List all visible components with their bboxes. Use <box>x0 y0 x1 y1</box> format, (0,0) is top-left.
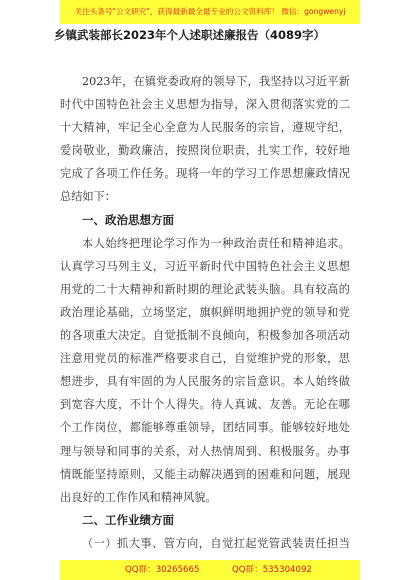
body-line: （一）抓大事、管方向，自觉扛起党管武装责任担当 <box>82 536 350 550</box>
body-line: 想进步，具有牢固的为人民服务的宗旨意识。本人始终做 <box>60 375 350 389</box>
body-line: 个工作岗位，都能够尊重领导，团结同事。能够较好地处 <box>60 421 350 435</box>
body-line: 认真学习马列主义，习近平新时代中国特色社会主义思想 <box>60 259 350 273</box>
qq-group-2: QQ群：535304092 <box>232 565 312 575</box>
section-heading: 一、政治思想方面 <box>82 212 174 227</box>
document-body <box>60 70 350 555</box>
body-line: 出良好的工作作风和精神风貌。 <box>60 490 217 504</box>
top-banner: 关注头条号"公文研究"，获得最新最全最专业的公文资料库！ 微信：gongwenyj <box>60 0 360 24</box>
body-line: 政治理论基础，立场坚定，旗帜鲜明地拥护党的领导和党 <box>60 305 350 319</box>
body-line: 用党的二十大精神和新时期的理论武装头脑。具有较高的 <box>60 282 350 296</box>
body-line: 总结如下： <box>60 190 116 204</box>
body-line: 到宽容大度，不计个人得失。待人真诚、友善。无论在哪 <box>60 398 350 412</box>
body-line: 情既能坚持原则，又能主动解决遇到的困难和问题，展现 <box>60 467 350 481</box>
body-line: 完成了各项工作任务。现将一年的学习工作思想廉政情况 <box>60 167 350 181</box>
section-heading: 二、工作业绩方面 <box>82 512 174 527</box>
body-line: 注意用党员的标准严格要求自己，自觉维护党的形象，思 <box>60 352 350 366</box>
body-line: 理与领导和同事的关系，对人热情周到、积极服务。办事 <box>60 444 350 458</box>
body-line: 的各项重大决定。自觉抵制不良倾向，积极参加各项活动 <box>60 329 350 343</box>
body-line: 爱岗敬业，勤政廉洁，按照岗位职责，扎实工作，较好地 <box>60 144 350 158</box>
qq-group-1: QQ群：30265665 <box>125 565 200 575</box>
body-line: 十大精神，牢记全心全意为人民服务的宗旨，遵规守纪， <box>60 121 350 135</box>
body-line: 本人始终把理论学习作为一种政治责任和精神追求。 <box>82 236 350 250</box>
bottom-footer <box>60 560 360 580</box>
body-line: 时代中国特色社会主义思想为指导，深入贯彻落实党的二 <box>60 98 350 112</box>
body-line: 2023年，在镇党委政府的领导下，我坚持以习近平新 <box>82 75 350 88</box>
document-title: 乡镇武装部长2023年个人述职述廉报告（4089字） <box>54 28 326 42</box>
